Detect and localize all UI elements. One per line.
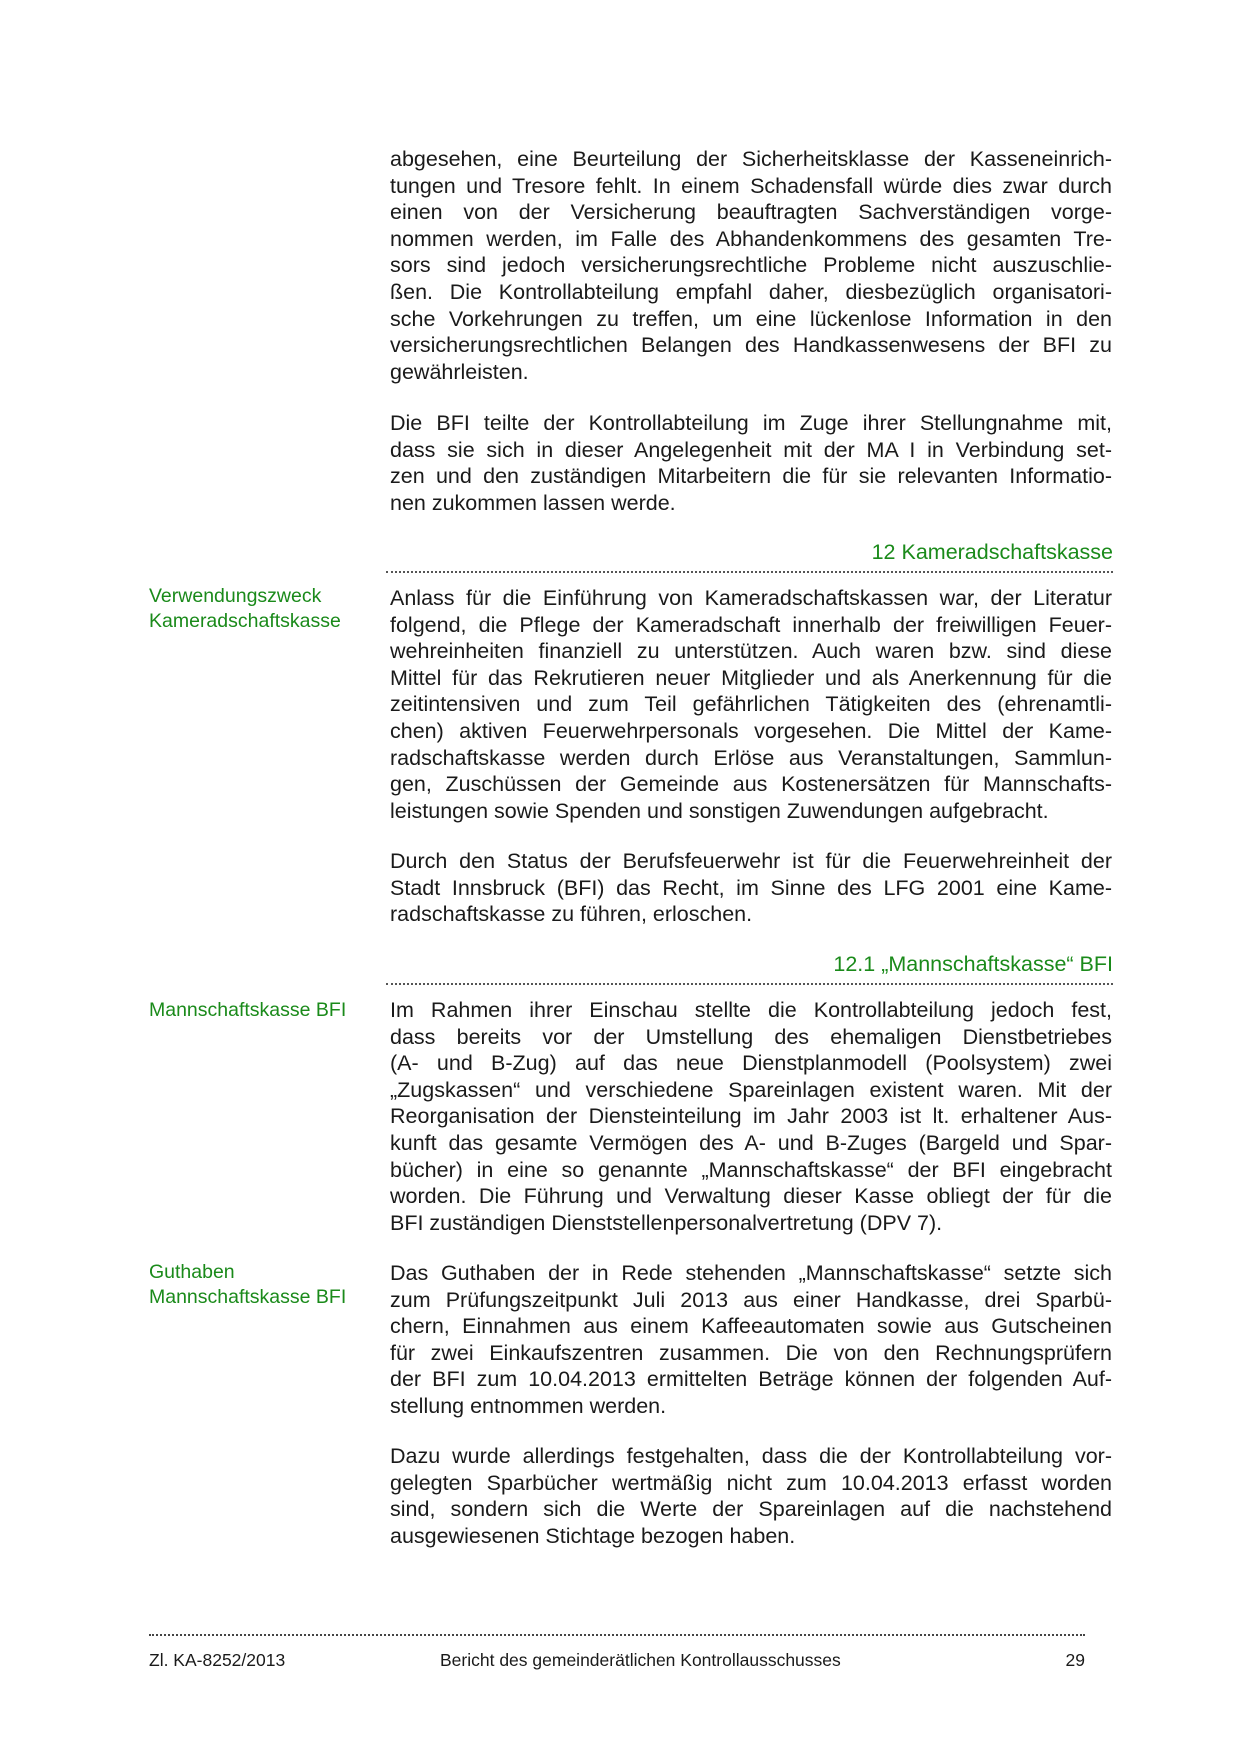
text-line: Durch den Status der Berufsfeuerwehr ist für die Feuerwehreinheit der <box>390 849 1112 873</box>
paragraph-einschau <box>390 997 1112 1236</box>
text-line: worden. Die Führung und Verwaltung dieser Kasse obliegt der für die <box>390 1184 1112 1209</box>
margin-note-mannschaftskasse <box>149 998 379 1023</box>
paragraph-stellungnahme <box>390 410 1112 516</box>
text-line: chen) aktiven Feuerwehrpersonals vorgesehen. Die Mittel der Kame- <box>390 718 1112 743</box>
text-line: gewährleisten. <box>390 359 529 384</box>
text-line: (A- und B-Zug) auf das neue Dienstplanmodell (Poolsystem) zwei <box>390 1051 1112 1076</box>
text-line: Die BFI teilte der Kontrollabteilung im Zuge ihrer Stellungnahme mit, <box>390 411 1112 435</box>
footer-reference: Zl. KA-8252/2013 <box>149 1650 286 1670</box>
text-line: ausgewiesenen Stichtage bezogen haben. <box>390 1523 796 1548</box>
text-line: gen, Zuschüssen der Gemeinde aus Kostenersätzen für Mannschafts- <box>390 772 1112 797</box>
text-line: dass sie sich in dieser Angelegenheit mit der MA I in Verbindung set- <box>390 437 1112 462</box>
text-line: Das Guthaben der in Rede stehenden „Mannschaftskasse“ setzte sich <box>390 1261 1112 1285</box>
text-line: wehreinheiten finanziell zu unterstützen. Auch waren bzw. sind diese <box>390 639 1112 664</box>
paragraph-sicherheitsklasse <box>390 146 1112 385</box>
text-line: folgend, die Pflege der Kameradschaft innerhalb der freiwilligen Feuer- <box>390 612 1112 637</box>
text-line: nen zukommen lassen werde. <box>390 490 676 515</box>
text-line: bücher) in eine so genannte „Mannschaftskasse“ der BFI eingebracht <box>390 1157 1112 1182</box>
text-line: gelegten Sparbücher wertmäßig nicht zum 10.04.2013 erfasst worden <box>390 1470 1112 1495</box>
text-line: tungen und Tresore fehlt. In einem Schadensfall würde dies zwar durch <box>390 173 1112 198</box>
text-line: der BFI zum 10.04.2013 ermittelten Beträge können der folgenden Auf- <box>390 1367 1112 1392</box>
text-line: Im Rahmen ihrer Einschau stellte die Kontrollabteilung jedoch fest, <box>390 998 1112 1022</box>
text-line: nommen werden, im Falle des Abhandenkommens des gesamten Tre- <box>390 226 1112 251</box>
footer-title: Bericht des gemeinderätlichen Kontrollausschusses <box>440 1650 841 1670</box>
text-line: Reorganisation der Diensteinteilung im Jahr 2003 ist lt. erhaltener Aus- <box>390 1104 1112 1129</box>
text-line: ßen. Die Kontrollabteilung empfahl daher, diesbezüglich organisatori- <box>390 279 1112 304</box>
text-line: leistungen sowie Spenden und sonstigen Zuwendungen aufgebracht. <box>390 798 1049 823</box>
text-line: zeitintensiven und zum Teil gefährlichen Tätigkeiten des (ehrenamtli- <box>390 692 1112 717</box>
paragraph-anlass <box>390 585 1112 824</box>
text-line: stellung entnommen werden. <box>390 1393 667 1418</box>
text-line: radschaftskasse werden durch Erlöse aus Veranstaltungen, Sammlun- <box>390 745 1112 770</box>
text-line: einen von der Versicherung beauftragten Sachverständigen vorge- <box>390 200 1112 225</box>
text-line: chern, Einnahmen aus einem Kaffeeautomaten sowie aus Gutscheinen <box>390 1314 1112 1339</box>
margin-note-verwendungszweck <box>149 584 379 633</box>
paragraph-sparbuecher <box>390 1443 1112 1549</box>
section-heading-mannschaftskasse: 12.1 „Mannschaftskasse“ BFI <box>386 951 1113 985</box>
text-line: Stadt Innsbruck (BFI) das Recht, im Sinne des LFG 2001 eine Kame- <box>390 875 1112 900</box>
text-line: Dazu wurde allerdings festgehalten, dass die der Kontrollabteilung vor- <box>390 1444 1112 1468</box>
text-line: sche Vorkehrungen zu treffen, um eine lückenlose Information in den <box>390 306 1112 331</box>
text-line: Mittel für das Rekrutieren neuer Mitglieder und als Anerkennung für die <box>390 665 1112 690</box>
text-line: zum Prüfungszeitpunkt Juli 2013 aus einer Handkasse, drei Sparbü- <box>390 1287 1112 1312</box>
margin-note-line: Verwendungszweck <box>149 585 322 607</box>
section-heading-kameradschaftskasse: 12 Kameradschaftskasse <box>386 539 1113 573</box>
footer-divider <box>149 1634 1085 1636</box>
text-line: für zwei Einkaufszentren zusammen. Die von den Rechnungsprüfern <box>390 1340 1112 1365</box>
paragraph-berufsfeuerwehr <box>390 848 1112 928</box>
paragraph-guthaben <box>390 1260 1112 1420</box>
text-line: abgesehen, eine Beurteilung der Sicherheitsklasse der Kasseneinrich- <box>390 147 1112 171</box>
text-line: versicherungsrechtlichen Belangen des Handkassenwesens der BFI zu <box>390 333 1112 358</box>
text-line: „Zugskassen“ und verschiedene Spareinlagen existent waren. Mit der <box>390 1077 1112 1102</box>
text-line: zen und den zuständigen Mitarbeitern die für sie relevanten Informatio- <box>390 464 1112 489</box>
margin-note-line: Kameradschaftskasse <box>149 609 341 632</box>
margin-note-line: Guthaben <box>149 1261 235 1283</box>
margin-note-guthaben <box>149 1260 379 1309</box>
text-line: BFI zuständigen Dienststellenpersonalvertretung (DPV 7). <box>390 1210 943 1235</box>
text-line: sors sind jedoch versicherungsrechtliche Probleme nicht auszuschlie- <box>390 253 1112 278</box>
text-line: sind, sondern sich die Werte der Spareinlagen auf die nachstehend <box>390 1497 1112 1522</box>
text-line: dass bereits vor der Umstellung des ehemaligen Dienstbetriebes <box>390 1024 1112 1049</box>
text-line: Anlass für die Einführung von Kameradschaftskassen war, der Literatur <box>390 586 1112 610</box>
page-number: 29 <box>1065 1650 1085 1670</box>
margin-note-line: Mannschaftskasse BFI <box>149 1285 347 1308</box>
text-line: kunft das gesamte Vermögen des A- und B-Zuges (Bargeld und Spar- <box>390 1130 1112 1155</box>
text-line: radschaftskasse zu führen, erloschen. <box>390 902 753 927</box>
margin-note-line: Mannschaftskasse BFI <box>149 999 347 1021</box>
